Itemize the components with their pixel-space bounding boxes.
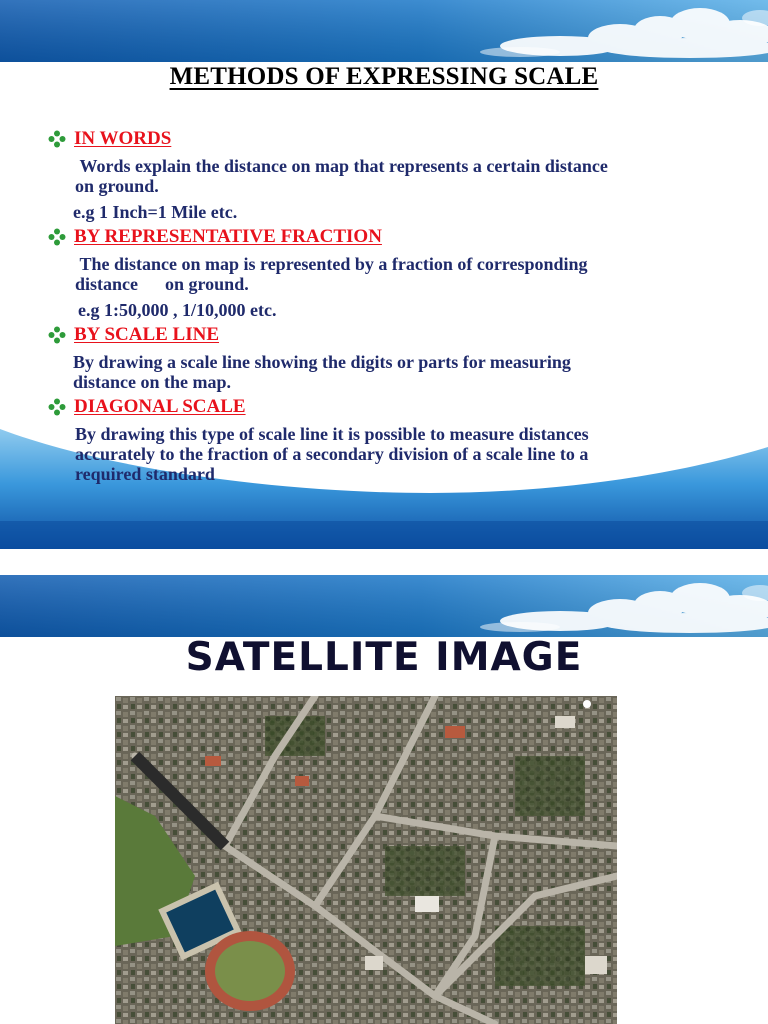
slide-separator (0, 549, 768, 575)
scale-methods-list (48, 126, 728, 484)
section-body: The distance on map is represented by a fraction of corresponding distance on ground. (75, 254, 588, 294)
satellite-photo (115, 696, 617, 1024)
diamond-bullet-icon (48, 326, 66, 344)
section-heading: BY SCALE LINE (74, 324, 220, 345)
section-body: Words explain the distance on map that represents a certain distance on ground. (75, 156, 608, 196)
diamond-bullet-icon (48, 228, 66, 246)
diamond-bullet-icon (48, 130, 66, 148)
section-heading: DIAGONAL SCALE (74, 396, 246, 417)
diamond-bullet-icon (48, 398, 66, 416)
bullet-row (48, 126, 728, 152)
section-example: e.g 1:50,000 , 1/10,000 etc. (78, 300, 277, 320)
sky-banner (0, 0, 768, 62)
page-title-text: METHODS OF EXPRESSING SCALE (169, 63, 599, 90)
bullet-row (48, 394, 728, 420)
section-body: By drawing a scale line showing the digits or parts for measuring distance on the map. (73, 352, 571, 392)
slide-satellite-image (0, 575, 768, 1024)
bullet-row (48, 224, 728, 250)
section-heading: IN WORDS (74, 128, 172, 149)
page-title (0, 63, 768, 91)
section-heading: BY REPRESENTATIVE FRACTION (74, 226, 382, 247)
section-diagonal-scale (48, 394, 728, 484)
section-in-words (48, 126, 728, 222)
section-scale-line (48, 322, 728, 392)
page-title: SATELLITE IMAGE (185, 635, 583, 680)
bullet-row (48, 322, 728, 348)
sky-banner (0, 575, 768, 637)
section-representative-fraction (48, 224, 728, 320)
section-body: By drawing this type of scale line it is possible to measure distances accurately to the fraction of a secondary division of a scale line to a required standard (75, 424, 589, 484)
section-example: e.g 1 Inch=1 Mile etc. (73, 202, 238, 222)
